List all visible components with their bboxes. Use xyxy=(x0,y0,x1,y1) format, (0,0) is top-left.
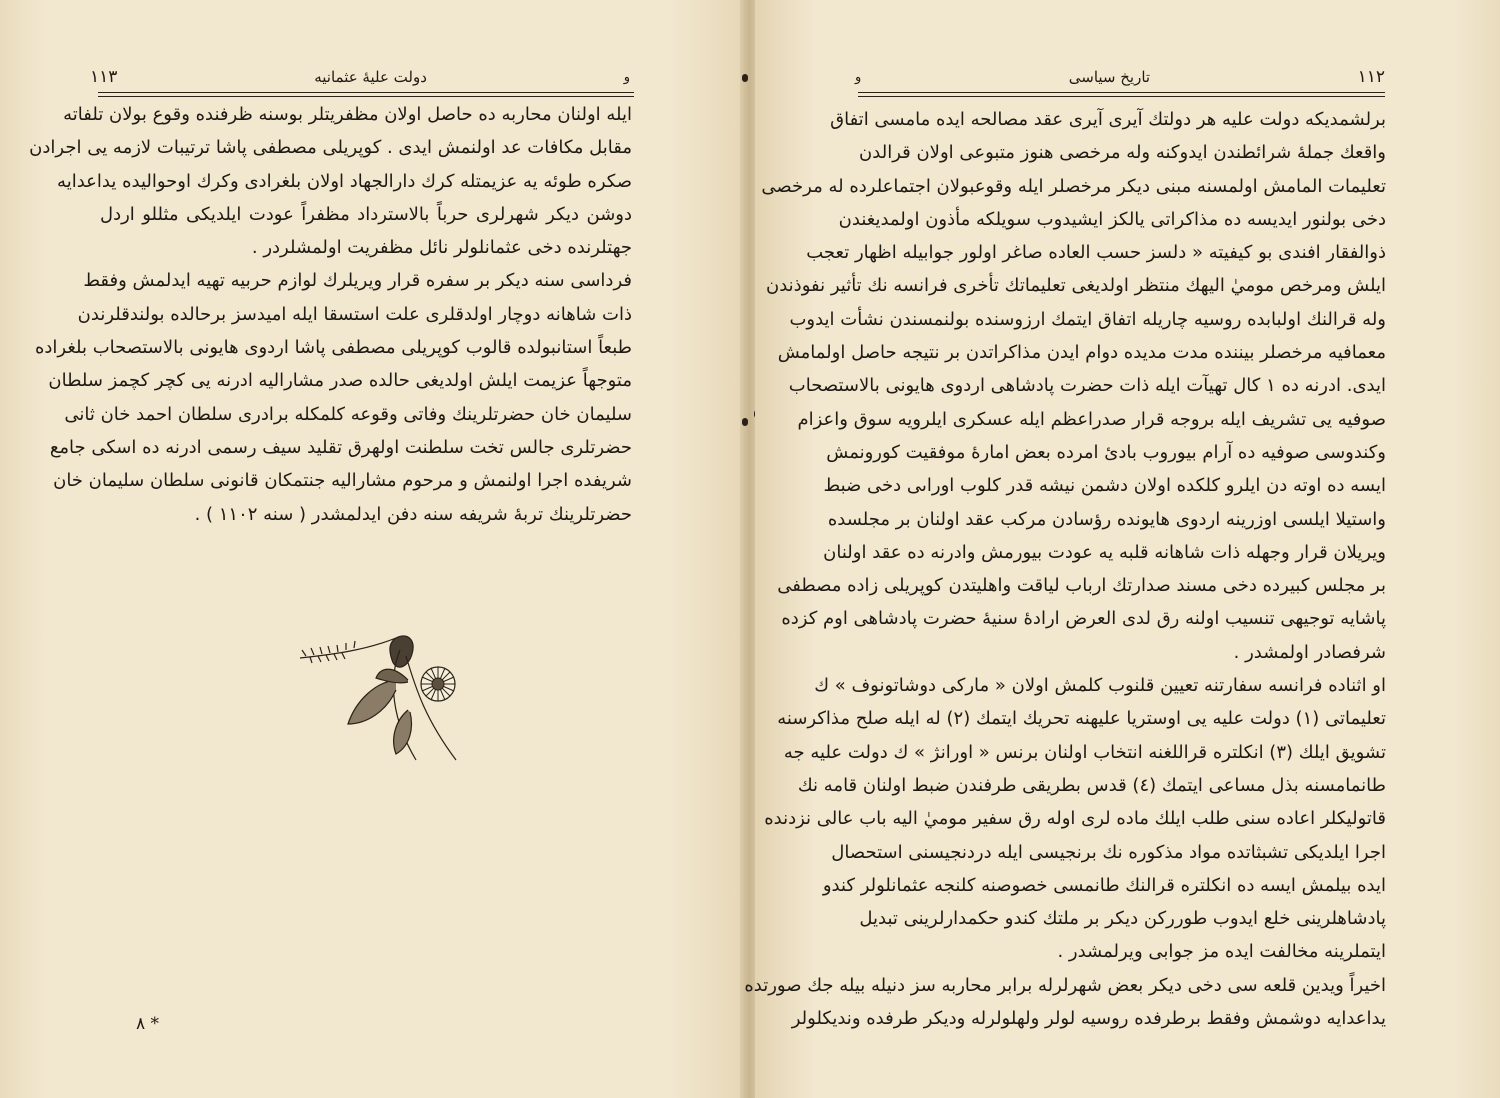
right-page-title: تاريخ سياسى xyxy=(1068,68,1151,86)
text-line: اخيراً ويدين قلعه سى دخى ديكر بعض شهرلرله برابر محاربه سز دنيله بيله جك صورتده xyxy=(744,974,1386,996)
text-line: تعليمات المامش اولمسنه مبنى ديكر مرخصلر ايله وقوعبولان اجتماعلرده له مرخصى xyxy=(761,175,1386,197)
text-line: پادشاهلرينى خلع ايدوب طورركن ديكر بر ملتك كندو حكمدارلرينى تبديل xyxy=(859,908,1386,930)
signature-mark: ٨ * xyxy=(136,1014,160,1034)
text-line: ايله اولنان محاربه ده حاصل اولان مظفريتلر بوسنه ظرفنده وقوع بولان تلفاته xyxy=(63,104,632,125)
text-line: بر مجلس كبيرده دخى مسند صدارتك ارباب لياقت واهليتدن كوپريلى زاده مصطفى xyxy=(777,575,1386,597)
text-line: ايلش ومرخص موميٰ اليهك منتظر اولديغى تعليماتك تأخرى فرانسه نك تأثير نفوذندن xyxy=(766,275,1386,297)
left-page-number: ١١٣ xyxy=(90,67,118,87)
binding-dot xyxy=(742,418,748,426)
right-header-ornament: ﻭ xyxy=(855,69,862,85)
text-line: واستيلا ايلسى اوزرينه اردوى هايونده رؤسادن مركب عقد اولنان بر مجلسده xyxy=(827,508,1386,530)
text-line: ويريلان قرار وجهله ذات شاهانه قلبه يه عودت بيورمش وادرنه ده عقد اولنان xyxy=(823,541,1386,563)
left-paragraph-1 xyxy=(29,98,632,264)
text-line: سليمان خان حضرتلرينك وفاتى وقوعه كلمكله برادرى سلطان احمد خان ثانى xyxy=(64,403,632,425)
text-line: صكره طوئه يه عزيمتله كرك دارالجهاد اولان بلغرادى وكرك اوحواليده يداعدايه xyxy=(57,170,632,192)
right-paragraph-2 xyxy=(764,669,1386,969)
text-line: طبعاً استانبولده قالوب كوپريلى مصطفى پاشا اردوى هايونى بالاستصحاب بلغراده xyxy=(34,337,632,359)
text-line: صوفيه يى تشريف ايله بروجه قرار صدراعظم ايله عسكرى ايلرويه سوق واعزام xyxy=(797,408,1386,430)
right-page-number: ١١٢ xyxy=(1357,67,1385,87)
left-page-title: دولت عليهٔ عثمانيه xyxy=(314,68,427,86)
text-line: ايتملرينه مخالفت ايده مز جوابى ويرلمشدر . xyxy=(1057,941,1386,963)
text-line: ايسه ده اوته دن ايلرو كلكده اولان دشمن نيشه قدر كلوب اوراىى دخى ضبط xyxy=(823,475,1386,497)
left-page-header xyxy=(90,66,630,88)
text-line: حضرتلرى جالس تخت سلطنت اولهرق تقليد سيف رسمى ادرنه ده اسكى جامع xyxy=(49,436,632,458)
text-line: ذوالفقار افندى بو كيفيته « دلسز حسب العاده صاغر اولور جوابيله اظهار تعجب xyxy=(806,242,1386,264)
text-line: تشويق ايلك (٣) انكلتره قراللغنه انتخاب اولنان برنس « اورانژ » ك دولت عليه جه xyxy=(783,741,1386,763)
text-line: وله قرالنك اولبابده روسيه چاريله اتفاق ايتمك ارزوسنده بولنمسندن نشأت ايدوب xyxy=(789,308,1386,330)
right-paragraph-1 xyxy=(761,103,1386,669)
text-line: دخى بولنور ايديسه ده مذاكراتى يالكز ايشيدوب سويلكه مأذون اولمديغندن xyxy=(838,208,1386,230)
text-line: حضرتلرينك تربهٔ شريفه سنه دفن ايدلمشدر ( سنه ١١٠٢ ) . xyxy=(194,503,632,525)
text-line: قاتوليكلر اعاده سنى طلب ايلك ماده لرى اوله رق سفير موميٰ اليه باب عالى نزدنده xyxy=(764,808,1386,830)
text-line: يداعدايه دوشمش وفقط برطرفده روسيه لولر ولهلولرله وديكر طرفده ونديكلولر xyxy=(791,1008,1386,1030)
text-line: اجرا ايلديكى تشبثاتده مواد مذكوره نك برنجيسى ايله دردنجيسنى استحصال xyxy=(831,841,1386,863)
text-line: مقابل مكافات عد اولنمش ايدى . كوپريلى مصطفى پاشا ترتيبات لازمه يى اجرادن xyxy=(29,137,632,159)
text-line: شريفده اجرا اولنمش و مرحوم مشاراليه جنتمكان قانونى سلطان سليمان خان xyxy=(53,470,632,492)
text-line: متوجهاً عزيمت ايلش اولديغى حالده صدر مشاراليه ادرنه يى كچر كچمز سلطان xyxy=(48,370,632,392)
left-header-rule xyxy=(98,92,634,97)
daisy-icon xyxy=(421,667,455,701)
right-page-header xyxy=(855,66,1385,88)
text-line: طانمامسنه بذل مساعى ايتمك (٤) قدس بطريقى طرفندن ضبط اولنان قامه نك xyxy=(797,774,1386,796)
text-line: فرداسى سنه ديكر بر سفره قرار ويريلرك لوازم حربيه تهيه ايدلمش وفقط xyxy=(83,270,632,292)
left-page xyxy=(0,0,745,1098)
text-line: شرفصادر اولمشدر . xyxy=(1233,641,1386,663)
text-line: تعليماتى (١) دولت عليه يى اوستريا عليهنه تحريك ايتمك (٢) له ايله صلح مذاكرسنه xyxy=(777,708,1386,730)
text-line: او اثناده فرانسه سفارتنه تعيين قلنوب كلمش اولان « ماركى دوشاتونوف » ك xyxy=(814,675,1386,697)
text-line: جهتلرنده دخى عثمانلولر نائل مظفريت اولمشلردر . xyxy=(251,237,632,259)
text-line: دوشن ديكر شهرلرى حرباً بالاسترداد مظفراً عودت ايلديكى مثللو اردل xyxy=(100,203,632,225)
right-page-body xyxy=(744,103,1386,1035)
text-line: ايدى. ادرنه ده ١ كال تهيآت ايله ذات حضرت پادشاهى اردوى هايونى بالاستصحاب xyxy=(788,375,1386,397)
left-paragraph-2 xyxy=(34,264,632,530)
text-line: واقعك جملهٔ شرائطندن ايدوكنه وله مرخصى هنوز متبوعى اولان قرالدن xyxy=(859,142,1386,164)
text-line: ذات شاهانه دوچار اولدقلرى علت استسقا ايله اميدسز برحالده بولندقلرندن xyxy=(77,303,632,325)
text-line: برلشمديكه دولت عليه هر دولتك آيرى آيرى عقد مصالحه ايده مامسى اتفاق xyxy=(830,109,1386,130)
right-paragraph-3 xyxy=(744,969,1386,1036)
right-page xyxy=(744,0,1500,1098)
left-page-body xyxy=(29,98,632,531)
left-header-ornament: ﻭ xyxy=(623,69,630,85)
text-line: معمافيه مرخصلر بيننده مدت مديده دوام ايدن مذاكراتدن بر نتيجه حاصل اولمامش xyxy=(777,342,1386,364)
text-line: ايده بيلمش ايسه ده انكلتره قرالنك طانمسى خصوصنه كلنجه عثمانلولر كندو xyxy=(822,874,1386,896)
text-line: وكندوسى صوفيه ده آرام بيوروب بادئ امرده بعض امارهٔ موفقيت كورونمش xyxy=(826,441,1386,463)
flower-illustration xyxy=(296,620,466,772)
binding-dot xyxy=(742,74,748,82)
text-line: پاشايه توجيهى تنسيب اولنه رق لدى العرض ارادهٔ سنيهٔ حضرت پادشاهى اوم كزده xyxy=(781,608,1386,630)
right-header-rule xyxy=(858,92,1385,97)
